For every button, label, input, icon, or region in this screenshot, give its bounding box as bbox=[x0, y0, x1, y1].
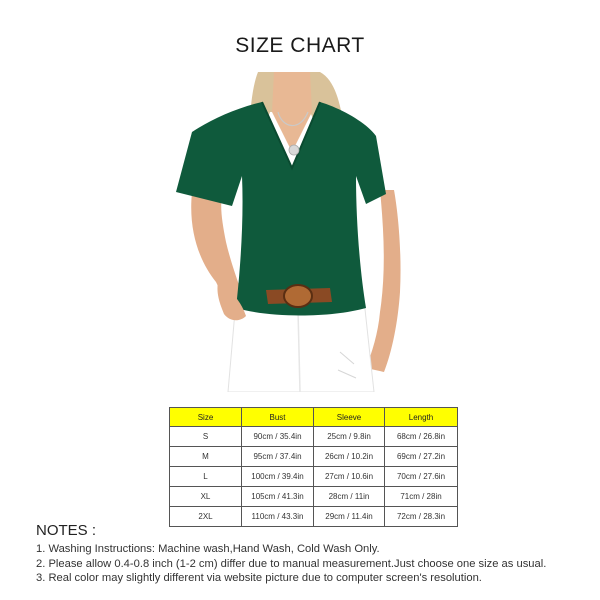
cell-bust: 95cm / 37.4in bbox=[242, 447, 314, 467]
note-item: 2. Please allow 0.4-0.8 inch (1-2 cm) differ due to manual measurement.Just choose one size as usual. bbox=[36, 557, 547, 570]
cell-length: 71cm / 28in bbox=[385, 487, 458, 507]
table-row bbox=[170, 447, 458, 467]
right-arm bbox=[366, 190, 401, 372]
cell-bust: 100cm / 39.4in bbox=[242, 467, 314, 487]
column-header-size: Size bbox=[170, 408, 242, 427]
cell-size: XL bbox=[170, 487, 242, 507]
notes-heading: NOTES : bbox=[36, 522, 97, 539]
cell-size: M bbox=[170, 447, 242, 467]
cell-sleeve: 26cm / 10.2in bbox=[314, 447, 385, 467]
table-row bbox=[170, 467, 458, 487]
cell-bust: 110cm / 43.3in bbox=[242, 507, 314, 527]
cell-sleeve: 25cm / 9.8in bbox=[314, 427, 385, 447]
cell-sleeve: 27cm / 10.6in bbox=[314, 467, 385, 487]
notes-list bbox=[36, 542, 596, 586]
page-title: SIZE CHART bbox=[235, 34, 365, 57]
cell-length: 70cm / 27.6in bbox=[385, 467, 458, 487]
cell-length: 68cm / 26.8in bbox=[385, 427, 458, 447]
cell-size: L bbox=[170, 467, 242, 487]
note-item: 1. Washing Instructions: Machine wash,Hand Wash, Cold Wash Only. bbox=[36, 543, 380, 555]
cell-length: 72cm / 28.3in bbox=[385, 507, 458, 527]
cell-length: 69cm / 27.2in bbox=[385, 447, 458, 467]
cell-bust: 90cm / 35.4in bbox=[242, 427, 314, 447]
table-row bbox=[170, 427, 458, 447]
column-header-length: Length bbox=[385, 408, 458, 427]
belt-buckle bbox=[284, 285, 312, 307]
column-header-sleeve: Sleeve bbox=[314, 408, 385, 427]
cell-bust: 105cm / 41.3in bbox=[242, 487, 314, 507]
table-row bbox=[170, 487, 458, 507]
cell-sleeve: 28cm / 11in bbox=[314, 487, 385, 507]
table-row bbox=[170, 507, 458, 527]
size-chart-table bbox=[169, 407, 458, 527]
product-photo bbox=[170, 72, 410, 392]
column-header-bust: Bust bbox=[242, 408, 314, 427]
cell-size: 2XL bbox=[170, 507, 242, 527]
cell-sleeve: 29cm / 11.4in bbox=[314, 507, 385, 527]
table-header-row bbox=[170, 408, 458, 427]
cell-size: S bbox=[170, 427, 242, 447]
note-item: 3. Real color may slightly different via website picture due to computer screen's resolution. bbox=[36, 572, 482, 584]
